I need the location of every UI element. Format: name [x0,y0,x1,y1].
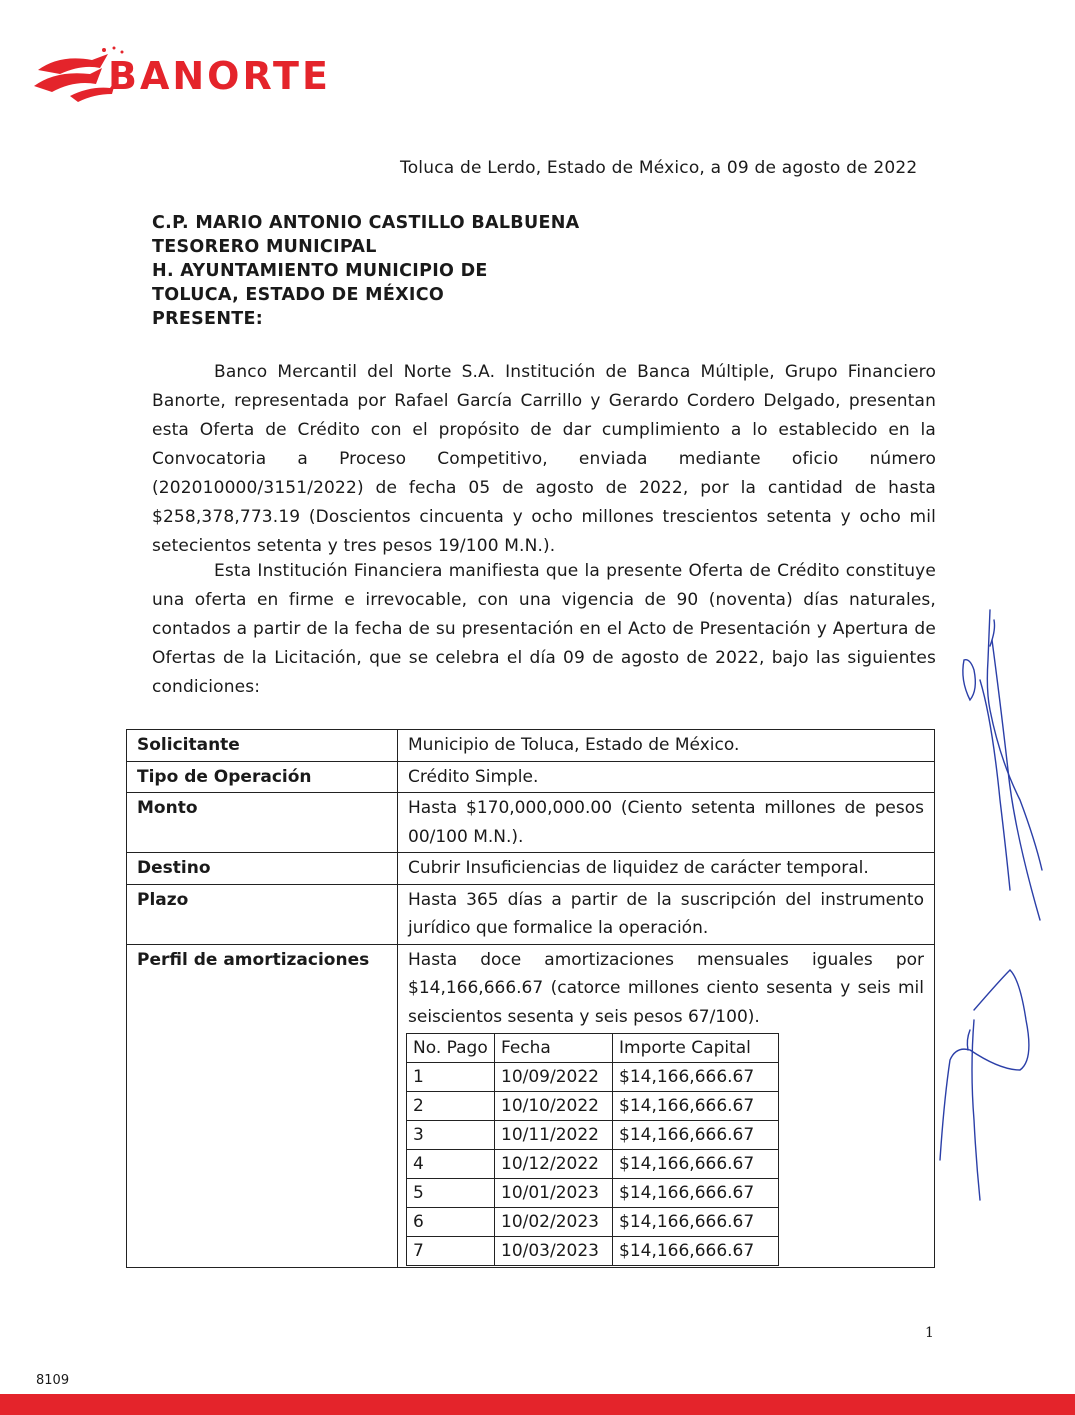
recipient-title: TESORERO MUNICIPAL [152,237,377,257]
payment-number: 3 [407,1121,495,1150]
table-row [127,761,935,793]
table-row [407,1121,779,1150]
payment-amount: $14,166,666.67 [613,1063,779,1092]
payment-date: 10/10/2022 [495,1092,613,1121]
payment-schedule-table [406,1033,779,1266]
condition-label: Plazo [127,884,398,944]
reference-number: 8109 [36,1373,70,1388]
table-row [407,1063,779,1092]
condition-value: Crédito Simple. [398,761,935,793]
payment-number: 1 [407,1063,495,1092]
table-row [127,730,935,762]
payment-amount: $14,166,666.67 [613,1237,779,1266]
table-row [127,793,935,853]
brand-name: BANORTE [108,54,331,98]
payment-number: 6 [407,1208,495,1237]
table-row [407,1237,779,1266]
table-row [127,853,935,885]
recipient-salutation: PRESENTE: [152,309,264,329]
column-header: Importe Capital [613,1034,779,1063]
recipient-name: C.P. MARIO ANTONIO CASTILLO BALBUENA [152,213,580,233]
payment-amount: $14,166,666.67 [613,1208,779,1237]
table-row [407,1092,779,1121]
recipient-block [152,211,580,331]
table-row [407,1150,779,1179]
table-header-row [407,1034,779,1063]
condition-label: Perfil de amortizaciones [127,944,398,1268]
page-number: 1 [925,1325,934,1341]
place-date: Toluca de Lerdo, Estado de México, a 09 de agosto de 2022 [400,158,918,178]
column-header: Fecha [495,1034,613,1063]
payment-number: 4 [407,1150,495,1179]
condition-label: Monto [127,793,398,853]
payment-date: 10/02/2023 [495,1208,613,1237]
condition-value [398,944,935,1268]
payment-amount: $14,166,666.67 [613,1150,779,1179]
condition-value: Cubrir Insuficiencias de liquidez de carácter temporal. [398,853,935,885]
payment-date: 10/01/2023 [495,1179,613,1208]
condition-value: Hasta $170,000,000.00 (Ciento setenta millones de pesos 00/100 M.N.). [398,793,935,853]
table-row [407,1208,779,1237]
recipient-org: H. AYUNTAMIENTO MUNICIPIO DE [152,261,488,281]
footer-bar [0,1394,1075,1415]
payment-number: 2 [407,1092,495,1121]
payment-number: 7 [407,1237,495,1266]
payment-date: 10/09/2022 [495,1063,613,1092]
table-row [127,884,935,944]
payment-date: 10/11/2022 [495,1121,613,1150]
condition-value: Municipio de Toluca, Estado de México. [398,730,935,762]
table-row [127,944,935,1268]
condition-label: Solicitante [127,730,398,762]
amortization-text: Hasta doce amortizaciones mensuales iguales por $14,166,666.67 (catorce millones ciento sesenta y seis mil seiscientos sesenta y seis pesos 67/100). [408,949,924,1027]
body-paragraph: Esta Institución Financiera manifiesta que la presente Oferta de Crédito constituye una oferta en firme e irrevocable, con una vigencia de 90 (noventa) días naturales, contados a partir de la fecha de su presentación en el Acto de Presentación y Apertura de Ofertas de la Licitación, que se celebra el día 09 de agosto de 2022, bajo las siguientes condiciones: [152,561,936,697]
payment-amount: $14,166,666.67 [613,1121,779,1150]
payment-amount: $14,166,666.67 [613,1179,779,1208]
body-paragraph: Banco Mercantil del Norte S.A. Institución de Banca Múltiple, Grupo Financiero Banorte, representada por Rafael García Carrillo y Gerardo Cordero Delgado, presentan esta Oferta de Crédito con el propósito de dar cumplimiento a lo establecido en la Convocatoria a Proceso Competitivo, enviada mediante oficio número (202010000/3151/2022) de fecha 05 de agosto de 2022, por la cantidad de hasta $258,378,773.19 (Doscientos cincuenta y ocho millones trescientos setenta y ocho mil setecientos setenta y tres pesos 19/100 M.N.). [152,362,936,556]
payment-date: 10/03/2023 [495,1237,613,1266]
table-row [407,1179,779,1208]
handwritten-signature-icon [930,600,1075,1240]
recipient-location: TOLUCA, ESTADO DE MÉXICO [152,285,445,305]
conditions-table [126,729,935,1268]
column-header: No. Pago [407,1034,495,1063]
condition-value: Hasta 365 días a partir de la suscripción del instrumento jurídico que formalice la operación. [398,884,935,944]
payment-amount: $14,166,666.67 [613,1092,779,1121]
payment-number: 5 [407,1179,495,1208]
condition-label: Destino [127,853,398,885]
condition-label: Tipo de Operación [127,761,398,793]
payment-date: 10/12/2022 [495,1150,613,1179]
